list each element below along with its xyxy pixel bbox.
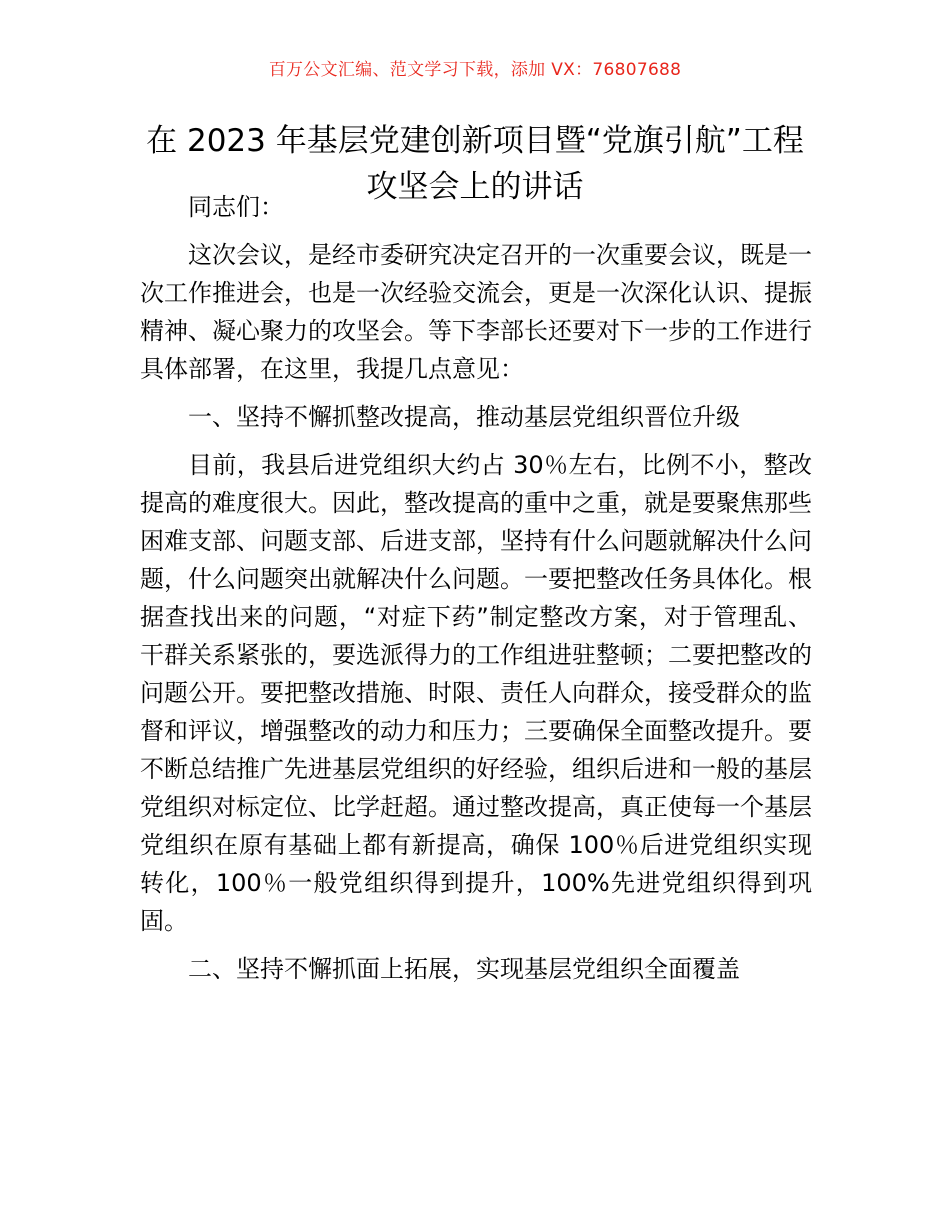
document-body	[140, 188, 812, 998]
header-watermark: 百万公文汇编、范文学习下载，添加 VX：76807688	[268, 60, 682, 80]
section-1-paragraph: 目前，我县后进党组织大约占 30％左右，比例不小，整改提高的难度很大。因此，整改提高的重中之重，就是要聚焦那些困难支部、问题支部、后进支部，坚持有什么问题就解决什么问题，什么问题突出就解决什么问题。一要把整改任务具体化。根据查找出来的问题，“对症下药”制定整改方案，对于管理乱、干群关系紧张的，要选派得力的工作组进驻整顿；二要把整改的问题公开。要把整改措施、时限、责任人向群众，接受群众的监督和评议，增强整改的动力和压力；三要确保全面整改提升。要不断总结推广先进基层党组织的好经验，组织后进和一般的基层党组织对标定位、比学赶超。通过整改提高，真正使每一个基层党组织在原有基础上都有新提高，确保 100％后进党组织实现转化，100％一般党组织得到提升，100%先进党组织得到巩固。	[140, 451, 812, 935]
intro-paragraph: 这次会议，是经市委研究决定召开的一次重要会议，既是一次工作推进会，也是一次经验交流会，更是一次深化认识、提振精神、凝心聚力的攻坚会。等下李部长还要对下一步的工作进行具体部署，在这里，我提几点意见：	[140, 241, 812, 383]
section-heading-1: 一、坚持不懈抓整改提高，推动基层党组织晋位升级	[188, 403, 740, 431]
salutation: 同志们：	[188, 193, 284, 221]
document-title: 在 2023 年基层党建创新项目暨“党旗引航”工程攻坚会上的讲话	[146, 123, 804, 205]
section-heading-2: 二、坚持不懈抓面上拓展，实现基层党组织全面覆盖	[188, 955, 740, 983]
